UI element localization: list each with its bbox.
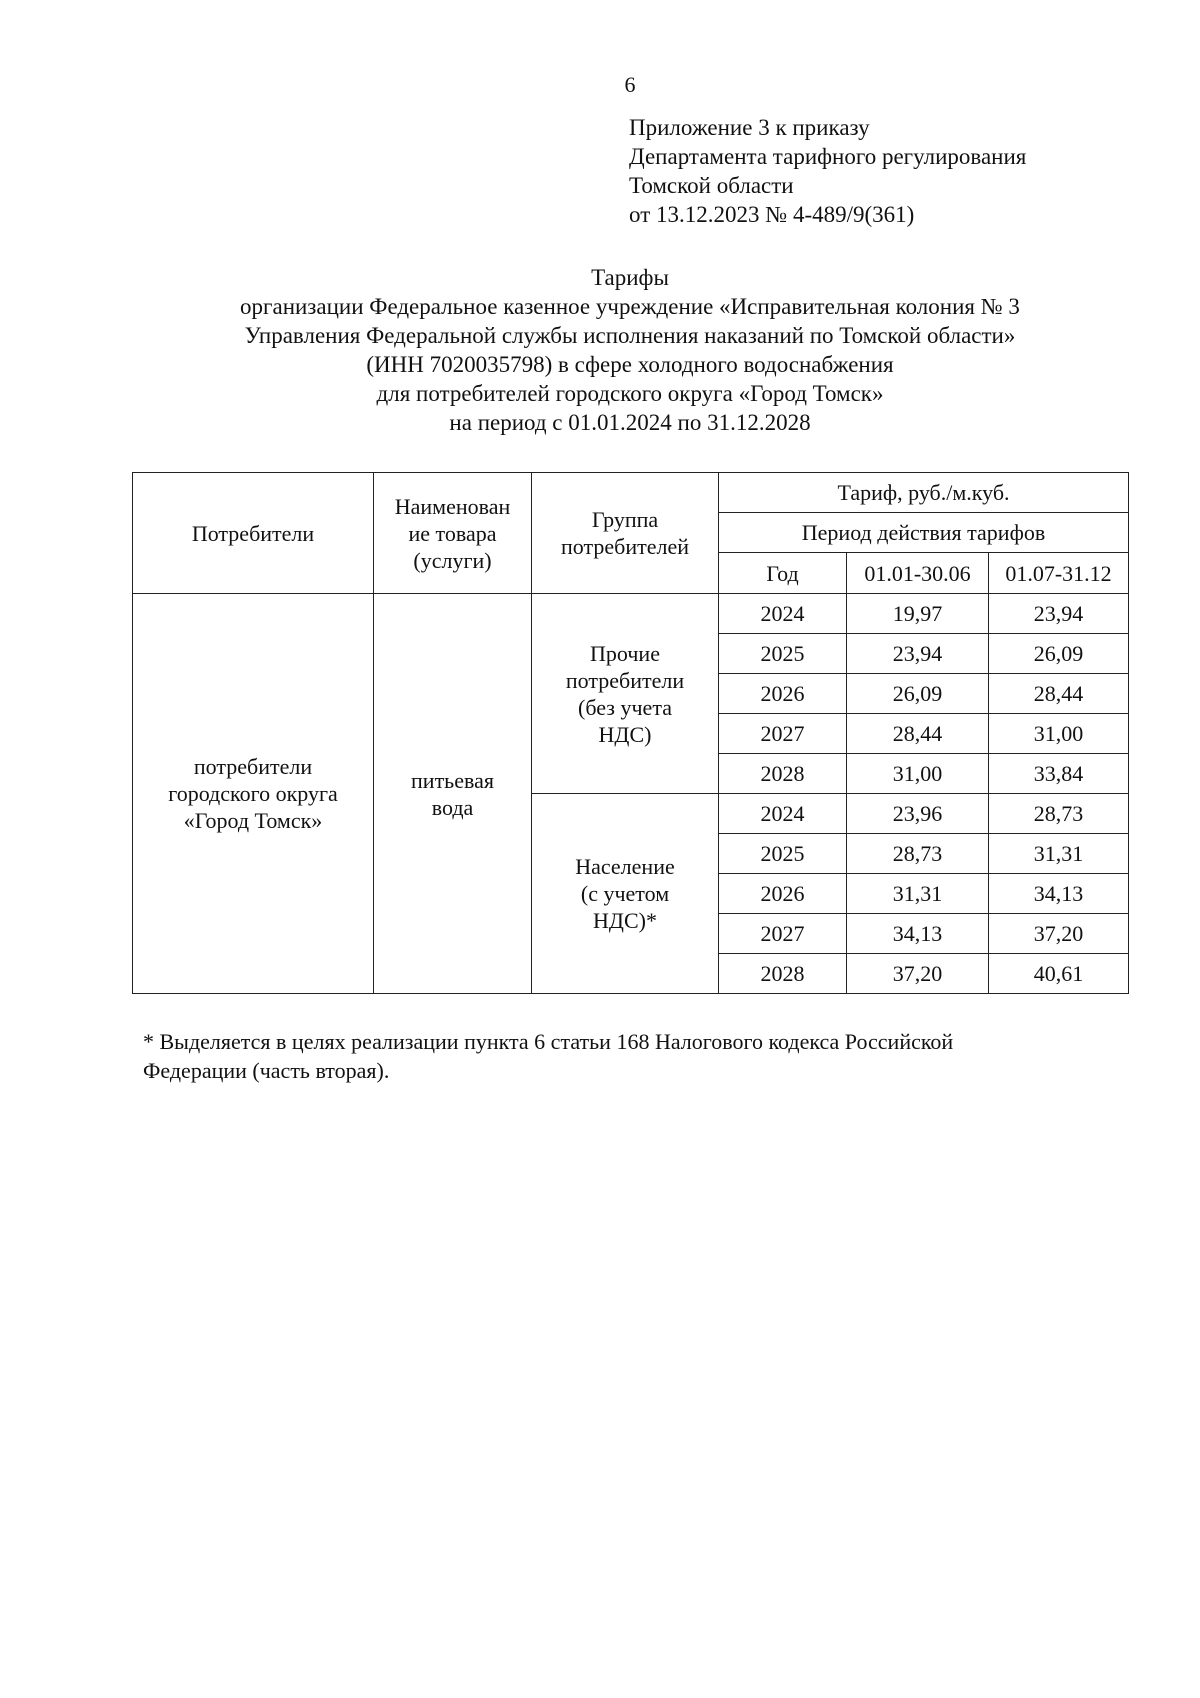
consumers-cell bbox=[133, 594, 374, 994]
consumers-line: «Город Томск» bbox=[183, 808, 323, 833]
tariff-h1-cell: 23,94 bbox=[847, 634, 989, 674]
tariff-h2-cell: 23,94 bbox=[989, 594, 1129, 634]
tariff-h2-cell: 28,73 bbox=[989, 794, 1129, 834]
year-cell: 2025 bbox=[719, 634, 847, 674]
appendix-line: Департамента тарифного регулирования bbox=[629, 144, 1027, 169]
group-line: (с учетом bbox=[580, 881, 670, 906]
header-year: Год bbox=[719, 553, 847, 594]
year-cell: 2028 bbox=[719, 754, 847, 794]
tariff-h2-cell: 37,20 bbox=[989, 914, 1129, 954]
tariff-h2-cell: 40,61 bbox=[989, 954, 1129, 994]
group-line: Население bbox=[575, 854, 675, 879]
year-cell: 2026 bbox=[719, 674, 847, 714]
group-line: потребители bbox=[565, 667, 685, 693]
year-cell: 2024 bbox=[719, 794, 847, 834]
footnote-line: Федерации (часть вторая). bbox=[143, 1058, 390, 1083]
tariff-h1-cell: 19,97 bbox=[847, 594, 989, 634]
tariff-h2-cell: 31,00 bbox=[989, 714, 1129, 754]
title-line: организации Федеральное казенное учреждение «Исправительная колония № 3 bbox=[240, 294, 1020, 319]
header-consumers: Потребители bbox=[133, 473, 374, 594]
table-row bbox=[133, 594, 1129, 634]
tariff-h1-cell: 37,20 bbox=[847, 954, 989, 994]
header-group bbox=[532, 473, 719, 594]
group-line: Прочие bbox=[590, 640, 660, 666]
consumers-line: городского округа bbox=[168, 781, 338, 806]
header-group-line: Группа bbox=[591, 507, 659, 532]
tariff-h1-cell: 31,31 bbox=[847, 874, 989, 914]
header-row bbox=[133, 473, 1129, 513]
group-cell-population bbox=[532, 794, 719, 994]
header-group-line: потребителей bbox=[561, 534, 689, 559]
year-cell: 2026 bbox=[719, 874, 847, 914]
tariff-h2-cell: 33,84 bbox=[989, 754, 1129, 794]
tariff-table bbox=[132, 472, 1129, 994]
title-line: Управления Федеральной службы исполнения наказаний по Томской области» bbox=[244, 323, 1016, 348]
product-cell bbox=[374, 594, 532, 994]
page-number: 6 bbox=[624, 72, 636, 97]
header-product bbox=[374, 473, 532, 594]
tariff-h1-cell: 23,96 bbox=[847, 794, 989, 834]
title-line: (ИНН 7020035798) в сфере холодного водоснабжения bbox=[366, 352, 894, 377]
tariff-h1-cell: 34,13 bbox=[847, 914, 989, 954]
appendix-line: Томской области bbox=[629, 173, 794, 198]
tariff-h2-cell: 31,31 bbox=[989, 834, 1129, 874]
tariff-h1-cell: 26,09 bbox=[847, 674, 989, 714]
tariff-h1-cell: 28,44 bbox=[847, 714, 989, 754]
footnote-line: * Выделяется в целях реализации пункта 6 статьи 168 Налогового кодекса Российской bbox=[143, 1029, 954, 1054]
appendix-line: Приложение 3 к приказу bbox=[629, 115, 870, 140]
title-line: на период с 01.01.2024 по 31.12.2028 bbox=[449, 410, 811, 435]
product-line: питьевая bbox=[411, 767, 494, 793]
appendix-reference bbox=[629, 113, 1026, 229]
title-line: для потребителей городского округа «Город Томск» bbox=[376, 381, 884, 406]
group-cell-other bbox=[532, 594, 719, 794]
appendix-line: от 13.12.2023 № 4-489/9(361) bbox=[629, 202, 915, 227]
product-line: вода bbox=[431, 794, 474, 820]
group-line: НДС)* bbox=[593, 908, 657, 933]
year-cell: 2024 bbox=[719, 594, 847, 634]
tariff-h2-cell: 34,13 bbox=[989, 874, 1129, 914]
header-half1: 01.01-30.06 bbox=[847, 553, 989, 594]
header-product-line: ие товара bbox=[408, 520, 497, 546]
year-cell: 2027 bbox=[719, 914, 847, 954]
header-period: Период действия тарифов bbox=[719, 513, 1129, 553]
tariff-h1-cell: 31,00 bbox=[847, 754, 989, 794]
footnote bbox=[143, 1027, 1103, 1085]
consumers-line: потребители bbox=[193, 754, 313, 779]
tariff-h1-cell: 28,73 bbox=[847, 834, 989, 874]
document-title bbox=[130, 263, 1130, 437]
year-cell: 2027 bbox=[719, 714, 847, 754]
group-line: НДС) bbox=[598, 721, 652, 747]
tariff-h2-cell: 28,44 bbox=[989, 674, 1129, 714]
header-tariff: Тариф, руб./м.куб. bbox=[719, 473, 1129, 513]
tariff-h2-cell: 26,09 bbox=[989, 634, 1129, 674]
header-half2: 01.07-31.12 bbox=[989, 553, 1129, 594]
year-cell: 2028 bbox=[719, 954, 847, 994]
header-product-line: (услуги) bbox=[413, 547, 492, 573]
header-product-line: Наименован bbox=[394, 493, 511, 519]
year-cell: 2025 bbox=[719, 834, 847, 874]
title-line: Тарифы bbox=[591, 265, 669, 290]
group-line: (без учета bbox=[578, 694, 672, 720]
